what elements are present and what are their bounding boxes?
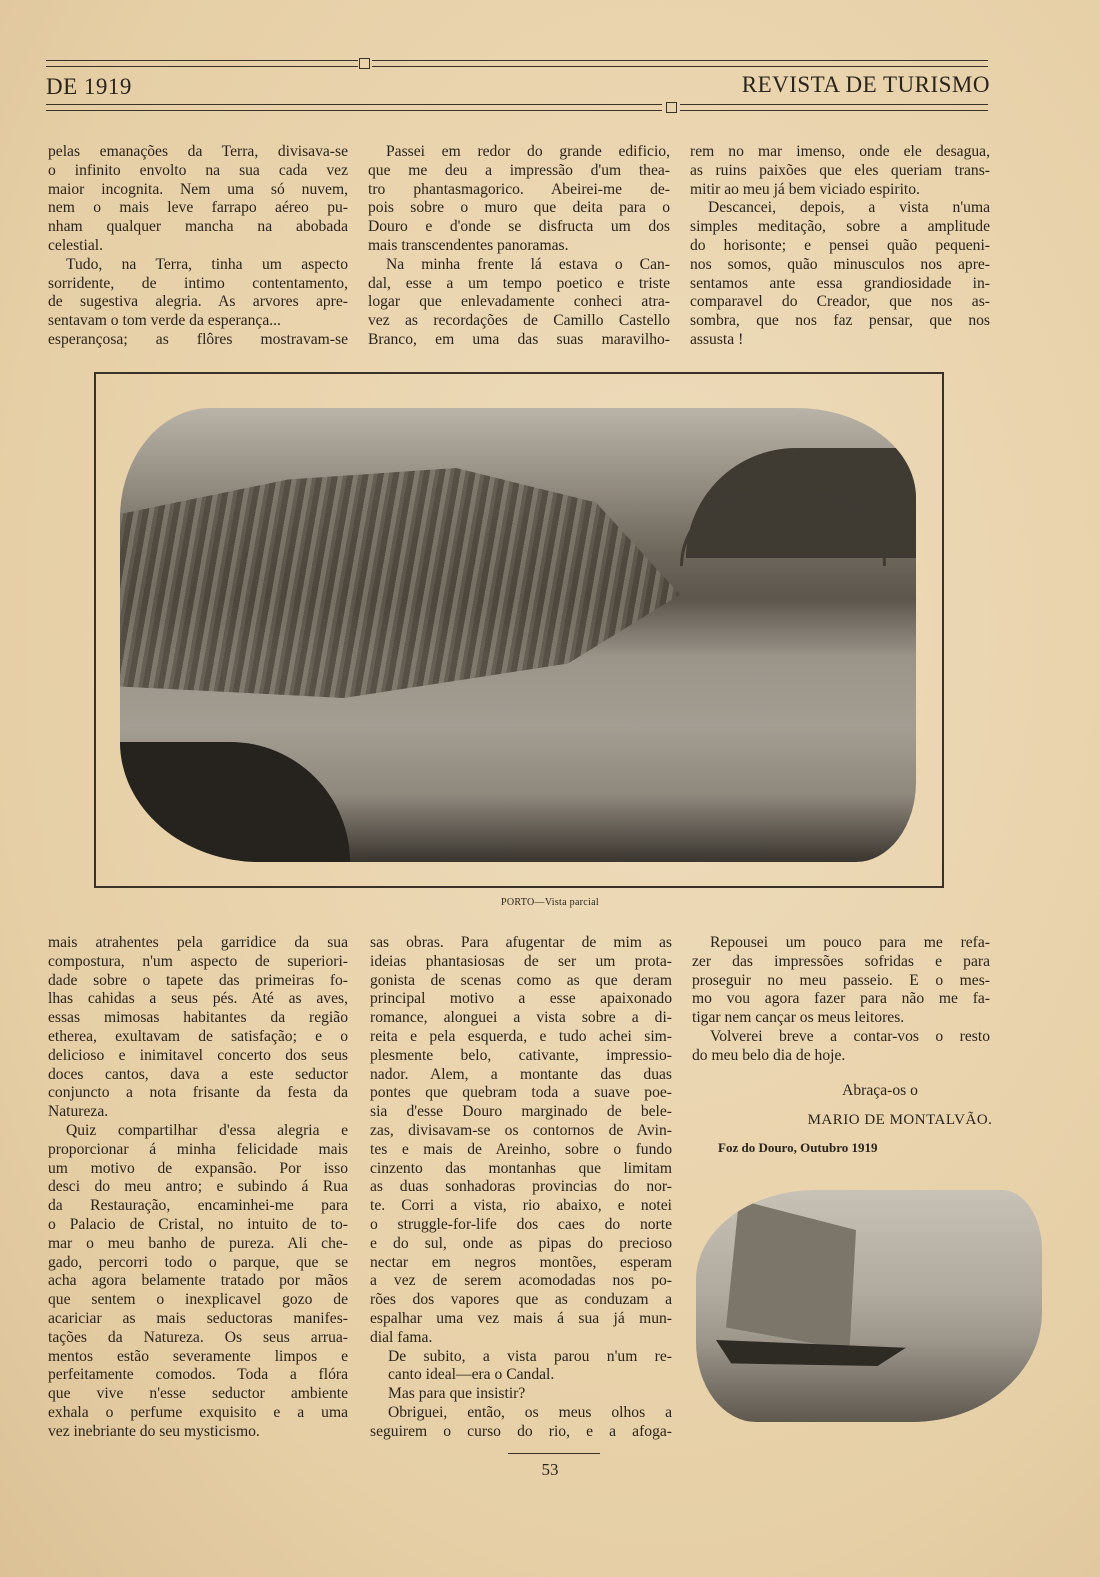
header-rule-top <box>46 60 358 67</box>
text-line: tigar nem cançar os meus leitores. <box>692 1009 905 1027</box>
text-line: mo vou agora fazer para não me fa- <box>692 990 990 1008</box>
text-line: que vive n'esse seductor ambiente <box>48 1385 348 1403</box>
text-line: de sugestiva alegria. As arvores apre- <box>48 293 348 311</box>
text-line: e do sul, onde as pipas do precioso <box>370 1234 672 1252</box>
photo-hull-shape <box>716 1340 906 1366</box>
top-column-2 <box>368 143 670 350</box>
text-line: a vez de serem acomodadas nos po- <box>370 1272 672 1290</box>
text-line: proporcionar á minha felicidade mais <box>48 1140 348 1158</box>
text-line: doces cantos, dava a este seductor <box>48 1065 348 1083</box>
text-line: ideias phantasiosas de ser um prota- <box>370 952 672 970</box>
text-line: gonista de scenas como as que deram <box>370 971 672 989</box>
text-line: do horisonte; e pensei quão pequeni- <box>690 236 990 254</box>
text-line: esperançosa; as flôres mostravam-se <box>48 330 348 348</box>
text-line: cinzento das montanhas que limitam <box>370 1159 672 1177</box>
text-line: o struggle-for-life dos caes do norte <box>370 1215 672 1233</box>
header-rule-bottom-right <box>680 104 988 111</box>
text-line: Quiz compartilhar d'essa alegria e <box>66 1121 348 1139</box>
text-line: da Restauração, encaminhei-me para <box>48 1197 348 1215</box>
text-line: acariciar as mais seductoras manifes- <box>48 1309 348 1327</box>
text-line: lhas cahidas a seus pés. Até as aves, <box>48 990 348 1008</box>
text-line: Descancei, depois, a vista n'uma <box>708 199 990 217</box>
text-line: etherea, exultavam de satisfação; e o <box>48 1027 348 1045</box>
text-line: pontes que quebram toda a suave poe- <box>370 1084 672 1102</box>
text-line: seguirem o curso do rio, e a afoga- <box>370 1422 672 1440</box>
text-line: Repousei um pouco para me refa- <box>710 934 990 951</box>
text-line: mar o meu banho de pureza. Ali che- <box>48 1234 348 1252</box>
text-line: que me deu a impressão d'um thea- <box>368 161 670 179</box>
text-line: celestial. <box>48 236 103 254</box>
photo-city-shape <box>120 468 680 698</box>
bottom-column-2 <box>370 934 672 1442</box>
text-line: essas mimosas habitantes da região <box>48 1009 348 1027</box>
text-line: dial fama. <box>370 1328 433 1346</box>
text-line: reita e pela esquerda, e tudo achei sim- <box>370 1027 672 1045</box>
text-line: Mas para que insistir? <box>388 1385 526 1403</box>
text-line: espalhar uma vez mais á sua já mun- <box>370 1309 672 1327</box>
text-line: compostura, n'um aspecto de superiori- <box>48 952 348 970</box>
text-line: De subito, a vista parou n'um re- <box>388 1347 672 1365</box>
text-line: perfeitamente comodos. Toda a flóra <box>48 1366 348 1384</box>
text-line: o infinito envolto na sua cada vez <box>48 161 348 179</box>
text-line: vez inebriante do seu mysticismo. <box>48 1422 260 1440</box>
text-line: conjuncto a nota frisante da festa da <box>48 1084 348 1102</box>
text-line: plesmente belo, cativante, impressio- <box>370 1046 672 1064</box>
header-rule-ornament-2 <box>666 102 677 113</box>
top-column-1 <box>48 143 348 350</box>
text-line: exhala o perfume exquisito e a uma <box>48 1403 348 1421</box>
text-line: delicioso e inimitavel concerto dos seus <box>48 1046 348 1064</box>
text-line: as duas sonhadoras provincias do nor- <box>370 1178 672 1196</box>
text-line: rem no mar imenso, onde ele desagua, <box>690 143 990 160</box>
text-line: Passei em redor do grande edificio, <box>386 143 670 160</box>
text-line: dade sobre o tapete das primeiras fo- <box>48 971 348 989</box>
text-line: sia d'esse Douro marginado de bele- <box>370 1103 672 1121</box>
page-number: 53 <box>541 1460 559 1479</box>
text-line: nem o mais leve farrapo aéreo pu- <box>48 199 348 217</box>
text-line: assusta ! <box>690 330 744 348</box>
header-title: REVISTA DE TURISMO <box>741 72 990 97</box>
text-line: tro phantasmagorico. Abeirei-me de- <box>368 180 670 198</box>
text-line: acha agora belamente tratado por mãos <box>48 1272 348 1290</box>
text-line: nador. Alem, a montante das duas <box>370 1065 672 1083</box>
text-line: mentos estão severamente limpos e <box>48 1347 348 1365</box>
text-line: nham qualquer mancha na abobada <box>48 218 348 236</box>
text-line: te. Corri a vista, rio abaixo, e notei <box>370 1197 672 1215</box>
text-line: comparavel do Creador, que nos as- <box>690 293 990 311</box>
text-line: sombra, que nos faz pensar, que nos <box>690 312 990 330</box>
text-line: Tudo, na Terra, tinha um aspecto <box>66 255 348 273</box>
text-line: nos somos, quão minusculos nos apre- <box>690 255 990 273</box>
text-line: mais transcendentes panoramas. <box>368 236 569 254</box>
porto-photo <box>120 408 916 862</box>
page-number-rule <box>508 1453 600 1454</box>
top-column-3 <box>690 143 990 350</box>
photo-sail-shape <box>726 1200 856 1350</box>
text-line: pois sobre o muro que deita para o <box>368 199 670 217</box>
text-line: romance, alonguei a vista sobre a di- <box>370 1009 672 1027</box>
text-line: logar que enlevadamente conheci atra- <box>368 293 670 311</box>
text-line: proseguir no meu passeio. E o mes- <box>692 971 990 989</box>
text-line: desci do meu antro; e subindo á Rua <box>48 1178 348 1196</box>
text-line: simples meditação, sobre a amplitude <box>690 218 990 236</box>
text-line: dal, esse a um tempo poetico e triste <box>368 274 670 292</box>
bottom-column-1 <box>48 934 348 1442</box>
text-line: do meu belo dia de hoje. <box>692 1046 846 1064</box>
author-signature: MARIO DE MONTALVÃO. <box>807 1112 993 1128</box>
text-line: vez as recordações de Camillo Castello <box>368 312 670 330</box>
text-line: Branco, em uma das suas maravilho- <box>368 330 670 348</box>
sailboat-photo <box>696 1190 1042 1422</box>
text-line: Na minha frente lá estava o Can- <box>386 255 670 273</box>
text-line: rões dos vapores que as conduzam a <box>370 1291 672 1309</box>
text-line: gado, percorri todo o parque, que se <box>48 1253 348 1271</box>
text-line: tações da Natureza. Os seus arrua- <box>48 1328 348 1346</box>
text-line: mitir ao meu já bem viciado espirito. <box>690 180 920 198</box>
closing-line: Abraça-os o <box>842 1082 918 1099</box>
text-line: mais atrahentes pela garridice da sua <box>48 934 348 951</box>
text-line: nectar em negros montões, esperam <box>370 1253 672 1271</box>
text-line: um motivo de expansão. Por isso <box>48 1159 348 1177</box>
text-line: maior incognita. Nem uma só nuvem, <box>48 180 348 198</box>
header-rule-bottom <box>46 104 662 111</box>
text-line: Natureza. <box>48 1103 109 1121</box>
bottom-column-3 <box>692 934 990 1066</box>
text-line: principal motivo a esse apaixonado <box>370 990 672 1008</box>
text-line: Volverei breve a contar-vos o resto <box>710 1027 990 1045</box>
text-line: canto ideal—era o Candal. <box>388 1366 555 1384</box>
text-line: sentavam o tom verde da esperança... <box>48 312 281 330</box>
photo-trees-shape <box>120 742 350 862</box>
header-rule-top-right <box>372 60 988 67</box>
header-date: DE 1919 <box>46 74 132 99</box>
text-line: sas obras. Para afugentar de mim as <box>370 934 672 951</box>
text-line: sorridente, de intimo contentamento, <box>48 274 348 292</box>
text-line: sentamos ante essa grandiosidade in- <box>690 274 990 292</box>
text-line: zas, divisavam-se os contornos de Avin- <box>370 1121 672 1139</box>
photo-caption: PORTO—Vista parcial <box>501 897 599 908</box>
text-line: que sentem o inexplicavel gozo de <box>48 1291 348 1309</box>
text-line: Douro e d'onde se disfructa um dos <box>368 218 670 236</box>
text-line: as ruins paixões que eles queriam trans- <box>690 161 990 179</box>
text-line: pelas emanações da Terra, divisava-se <box>48 143 348 160</box>
text-line: o Palacio de Cristal, no intuito de to- <box>48 1215 348 1233</box>
place-date: Foz do Douro, Outubro 1919 <box>718 1140 878 1155</box>
header-rule-ornament <box>359 58 370 69</box>
porto-photo-frame <box>94 372 944 888</box>
text-line: tes e mais de Areinho, sobre o fundo <box>370 1140 672 1158</box>
text-line: zer das impressões sofridas e para <box>692 952 990 970</box>
text-line: Obriguei, então, os meus olhos a <box>388 1403 672 1421</box>
